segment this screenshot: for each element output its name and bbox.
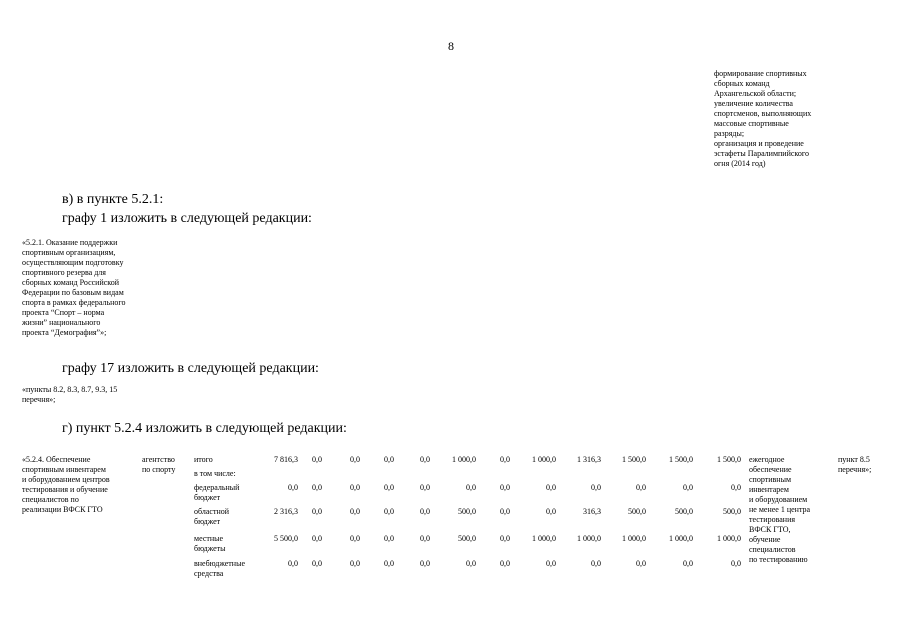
table-cell-value: 1 000,0: [577, 534, 601, 543]
table-cell-value: 0,0: [420, 507, 430, 516]
table-cell-value: 0,0: [350, 559, 360, 568]
table-cell-value: 0,0: [683, 483, 693, 492]
table-cell-value: 1 000,0: [669, 534, 693, 543]
table-cell-value: 0,0: [731, 559, 741, 568]
table-cell-value: 500,0: [458, 507, 476, 516]
top-right-text: формирование спортивных сборных команд Архангельской области; увеличение количества спортсменов, выполняющих массовые спортивные разряды; организация и проведение эстафеты Паралимпийского огня (2014 год): [714, 69, 812, 168]
table-row-label: федеральный бюджет: [194, 483, 240, 502]
table-cell-value: 0,0: [546, 559, 556, 568]
table-cell-value: 0,0: [500, 507, 510, 516]
table-row-label: в том числе:: [194, 469, 236, 478]
table-cell-value: 1 316,3: [577, 455, 601, 464]
table-cell-value: 0,0: [384, 483, 394, 492]
table-cell-value: 0,0: [350, 507, 360, 516]
table-cell-value: 7 816,3: [274, 455, 298, 464]
table-cell-value: 0,0: [384, 534, 394, 543]
table-cell-value: 0,0: [500, 559, 510, 568]
table-row-label: местные бюджеты: [194, 534, 226, 553]
table-cell-value: 0,0: [312, 559, 322, 568]
table-cell-value: 1 500,0: [717, 455, 741, 464]
page-number: 8: [448, 39, 454, 53]
table-cell-value: 0,0: [636, 483, 646, 492]
table-cell-value: 0,0: [500, 483, 510, 492]
table-cell-value: 1 000,0: [452, 455, 476, 464]
table-cell-value: 1 500,0: [669, 455, 693, 464]
table-cell-value: 0,0: [420, 483, 430, 492]
heading-g: г) пункт 5.2.4 изложить в следующей редакции:: [62, 421, 347, 436]
table-cell-value: 0,0: [312, 534, 322, 543]
table-col-result: ежегодное обеспечение спортивным инвентарем и оборудованием не менее 1 центра тестирования ВФСК ГТО, обучение специалистов по тестированию: [749, 455, 811, 564]
table-cell-value: 316,3: [583, 507, 601, 516]
table-cell-value: 0,0: [466, 483, 476, 492]
table-cell-value: 0,0: [420, 559, 430, 568]
table-cell-value: 500,0: [723, 507, 741, 516]
table-cell-value: 0,0: [312, 455, 322, 464]
heading-grafa1: графу 1 изложить в следующей редакции:: [62, 211, 312, 226]
table-cell-value: 1 000,0: [622, 534, 646, 543]
table-row-label: областной бюджет: [194, 507, 230, 526]
table-cell-value: 0,0: [546, 507, 556, 516]
table-cell-value: 0,0: [312, 507, 322, 516]
table-cell-value: 0,0: [591, 483, 601, 492]
table-cell-value: 0,0: [500, 455, 510, 464]
table-cell-value: 0,0: [683, 559, 693, 568]
table-cell-value: 0,0: [636, 559, 646, 568]
table-cell-value: 0,0: [500, 534, 510, 543]
table-row-label: внебюджетные средства: [194, 559, 245, 578]
table-cell-value: 0,0: [591, 559, 601, 568]
table-cell-value: 1 000,0: [532, 534, 556, 543]
table-cell-value: 0,0: [384, 455, 394, 464]
table-cell-value: 0,0: [420, 534, 430, 543]
table-row-label: итого: [194, 455, 213, 464]
table-cell-value: 1 000,0: [532, 455, 556, 464]
table-cell-value: 2 316,3: [274, 507, 298, 516]
table-cell-value: 0,0: [350, 483, 360, 492]
table-cell-value: 1 500,0: [622, 455, 646, 464]
table-col-reference: пункт 8.5 перечня»;: [838, 455, 872, 474]
table-cell-value: 0,0: [350, 534, 360, 543]
table-col-measure: «5.2.4. Обеспечение спортивным инвентарем и оборудованием центров тестирования и обучение специалистов по реализации ВФСК ГТО: [22, 455, 110, 514]
table-cell-value: 5 500,0: [274, 534, 298, 543]
table-cell-value: 500,0: [458, 534, 476, 543]
text-grafa17: «пункты 8.2, 8.3, 8.7, 9.3, 15 перечня»;: [22, 385, 118, 404]
table-cell-value: 0,0: [384, 507, 394, 516]
table-cell-value: 0,0: [312, 483, 322, 492]
table-cell-value: 0,0: [288, 483, 298, 492]
table-cell-value: 1 000,0: [717, 534, 741, 543]
heading-v: в) в пункте 5.2.1:: [62, 192, 164, 207]
heading-grafa17: графу 17 изложить в следующей редакции:: [62, 361, 319, 376]
table-cell-value: 0,0: [350, 455, 360, 464]
table-cell-value: 0,0: [288, 559, 298, 568]
table-cell-value: 500,0: [628, 507, 646, 516]
table-cell-value: 0,0: [420, 455, 430, 464]
table-cell-value: 0,0: [546, 483, 556, 492]
text-5-2-1: «5.2.1. Оказание поддержки спортивным организациям, осуществляющим подготовку спортивного резерва для сборных команд Российской Федерации по базовым видам спорта в рамках федерального проекта “Спорт – норма жизни” национального проекта “Демография”»;: [22, 238, 126, 337]
table-cell-value: 0,0: [466, 559, 476, 568]
table-cell-value: 0,0: [384, 559, 394, 568]
table-cell-value: 500,0: [675, 507, 693, 516]
table-col-executor: агентство по спорту: [142, 455, 176, 474]
table-cell-value: 0,0: [731, 483, 741, 492]
